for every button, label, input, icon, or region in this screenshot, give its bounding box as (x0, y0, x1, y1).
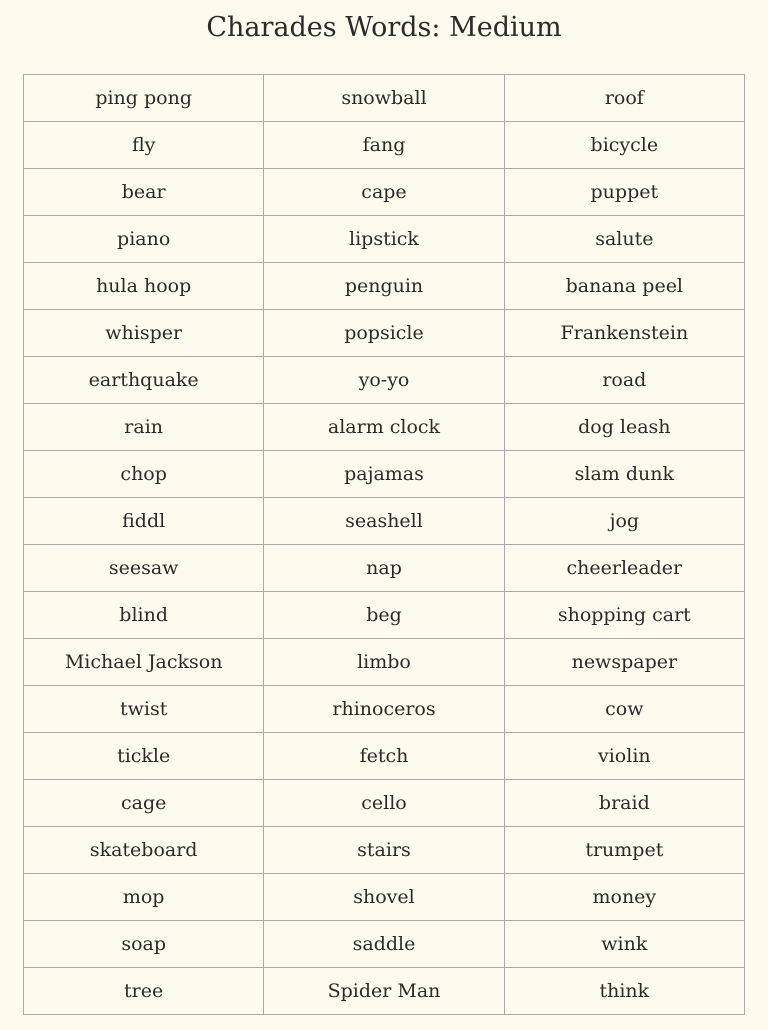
word-cell: fang (264, 122, 504, 169)
word-cell: bicycle (504, 122, 744, 169)
word-cell: shovel (264, 874, 504, 921)
table-row (24, 310, 745, 357)
page-title: Charades Words: Medium (206, 12, 562, 43)
word-table-body (24, 75, 745, 1015)
word-cell: whisper (24, 310, 264, 357)
word-cell: cape (264, 169, 504, 216)
table-row (24, 592, 745, 639)
word-cell: twist (24, 686, 264, 733)
word-cell: lipstick (264, 216, 504, 263)
word-cell: cheerleader (504, 545, 744, 592)
word-cell: banana peel (504, 263, 744, 310)
word-cell: beg (264, 592, 504, 639)
table-row (24, 780, 745, 827)
word-cell: seesaw (24, 545, 264, 592)
charades-word-table (23, 74, 745, 1015)
word-cell: skateboard (24, 827, 264, 874)
table-row (24, 216, 745, 263)
word-cell: Frankenstein (504, 310, 744, 357)
word-cell: cello (264, 780, 504, 827)
word-cell: Michael Jackson (24, 639, 264, 686)
table-row (24, 686, 745, 733)
word-cell: Spider Man (264, 968, 504, 1015)
word-cell: hula hoop (24, 263, 264, 310)
word-cell: dog leash (504, 404, 744, 451)
word-cell: violin (504, 733, 744, 780)
word-cell: shopping cart (504, 592, 744, 639)
table-row (24, 169, 745, 216)
word-cell: salute (504, 216, 744, 263)
word-cell: saddle (264, 921, 504, 968)
table-row (24, 404, 745, 451)
word-cell: slam dunk (504, 451, 744, 498)
word-cell: mop (24, 874, 264, 921)
word-cell: money (504, 874, 744, 921)
word-cell: piano (24, 216, 264, 263)
table-row (24, 874, 745, 921)
table-row (24, 451, 745, 498)
word-cell: popsicle (264, 310, 504, 357)
word-cell: cage (24, 780, 264, 827)
word-cell: yo-yo (264, 357, 504, 404)
word-cell: fiddl (24, 498, 264, 545)
word-cell: chop (24, 451, 264, 498)
word-cell: earthquake (24, 357, 264, 404)
table-row (24, 921, 745, 968)
table-row (24, 827, 745, 874)
word-cell: nap (264, 545, 504, 592)
word-cell: seashell (264, 498, 504, 545)
table-row (24, 263, 745, 310)
word-cell: penguin (264, 263, 504, 310)
word-cell: road (504, 357, 744, 404)
table-row (24, 498, 745, 545)
word-cell: snowball (264, 75, 504, 122)
word-cell: alarm clock (264, 404, 504, 451)
table-row (24, 733, 745, 780)
table-row (24, 545, 745, 592)
word-cell: roof (504, 75, 744, 122)
word-cell: puppet (504, 169, 744, 216)
word-cell: rhinoceros (264, 686, 504, 733)
word-cell: jog (504, 498, 744, 545)
word-cell: fly (24, 122, 264, 169)
word-cell: fetch (264, 733, 504, 780)
table-row (24, 968, 745, 1015)
word-cell: rain (24, 404, 264, 451)
table-row (24, 357, 745, 404)
table-row (24, 122, 745, 169)
word-cell: soap (24, 921, 264, 968)
word-cell: braid (504, 780, 744, 827)
word-cell: tickle (24, 733, 264, 780)
word-cell: trumpet (504, 827, 744, 874)
word-cell: blind (24, 592, 264, 639)
word-cell: think (504, 968, 744, 1015)
word-cell: pajamas (264, 451, 504, 498)
table-row (24, 75, 745, 122)
word-cell: limbo (264, 639, 504, 686)
word-cell: newspaper (504, 639, 744, 686)
word-cell: ping pong (24, 75, 264, 122)
word-cell: stairs (264, 827, 504, 874)
word-cell: cow (504, 686, 744, 733)
word-cell: bear (24, 169, 264, 216)
word-cell: tree (24, 968, 264, 1015)
table-row (24, 639, 745, 686)
word-cell: wink (504, 921, 744, 968)
